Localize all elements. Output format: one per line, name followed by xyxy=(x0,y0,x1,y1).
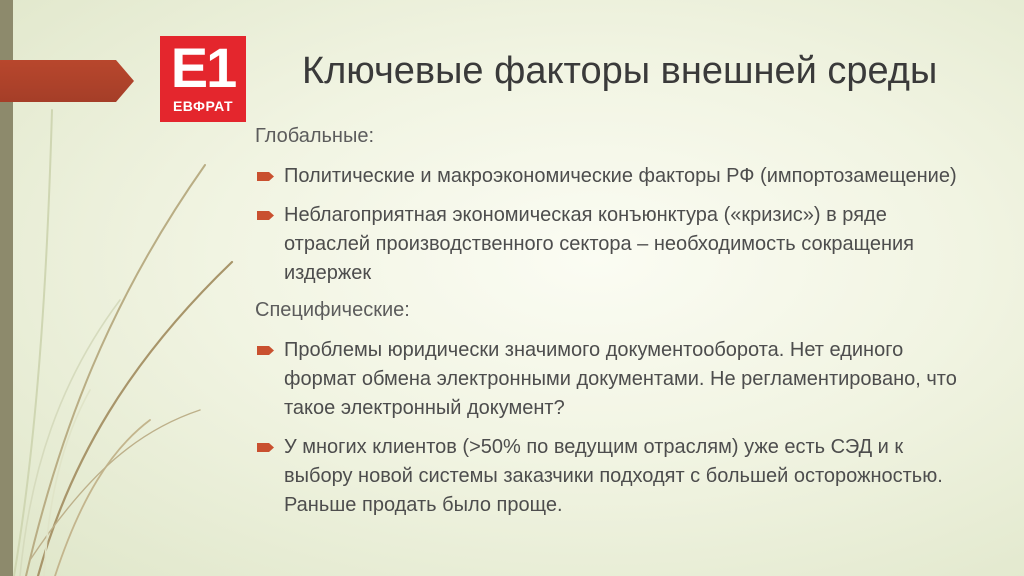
title-arrow-decoration xyxy=(0,60,134,102)
bullet-text: У многих клиентов (>50% по ведущим отраслям) уже есть СЭД и к выбору новой системы заказчики подходят с большей осторожностью. Раньше продать было проще. xyxy=(284,436,943,516)
list-item xyxy=(255,433,975,520)
evfrat-logo xyxy=(160,36,246,122)
bullet-text: Неблагоприятная экономическая конъюнктура («кризис») в ряде отраслей производственного сектора – необходимость сокращения издержек xyxy=(284,204,914,284)
list-item xyxy=(255,162,975,191)
arrow-bullet-icon xyxy=(257,346,274,355)
arrow-bullet-icon xyxy=(257,172,274,181)
arrow-bullet-icon xyxy=(257,443,274,452)
logo-mark: E1 xyxy=(170,36,236,99)
bullet-text: Проблемы юридически значимого документооборота. Нет единого формат обмена электронными документами. Не регламентировано, что такое электронный документ? xyxy=(284,339,957,419)
bullet-list xyxy=(255,162,975,288)
arrow-bullet-icon xyxy=(257,211,274,220)
bullet-text: Политические и макроэкономические факторы РФ (импортозамещение) xyxy=(284,165,957,187)
slide-title: Ключевые факторы внешней среды xyxy=(302,50,938,92)
logo-subtitle: ЕВФРАТ xyxy=(172,98,234,114)
bullet-list xyxy=(255,336,975,520)
section-global xyxy=(255,124,975,288)
slide-content xyxy=(255,124,975,530)
section-specific xyxy=(255,298,975,520)
list-item xyxy=(255,336,975,423)
section-heading: Специфические: xyxy=(255,299,410,321)
section-heading: Глобальные: xyxy=(255,125,375,147)
list-item xyxy=(255,201,975,288)
